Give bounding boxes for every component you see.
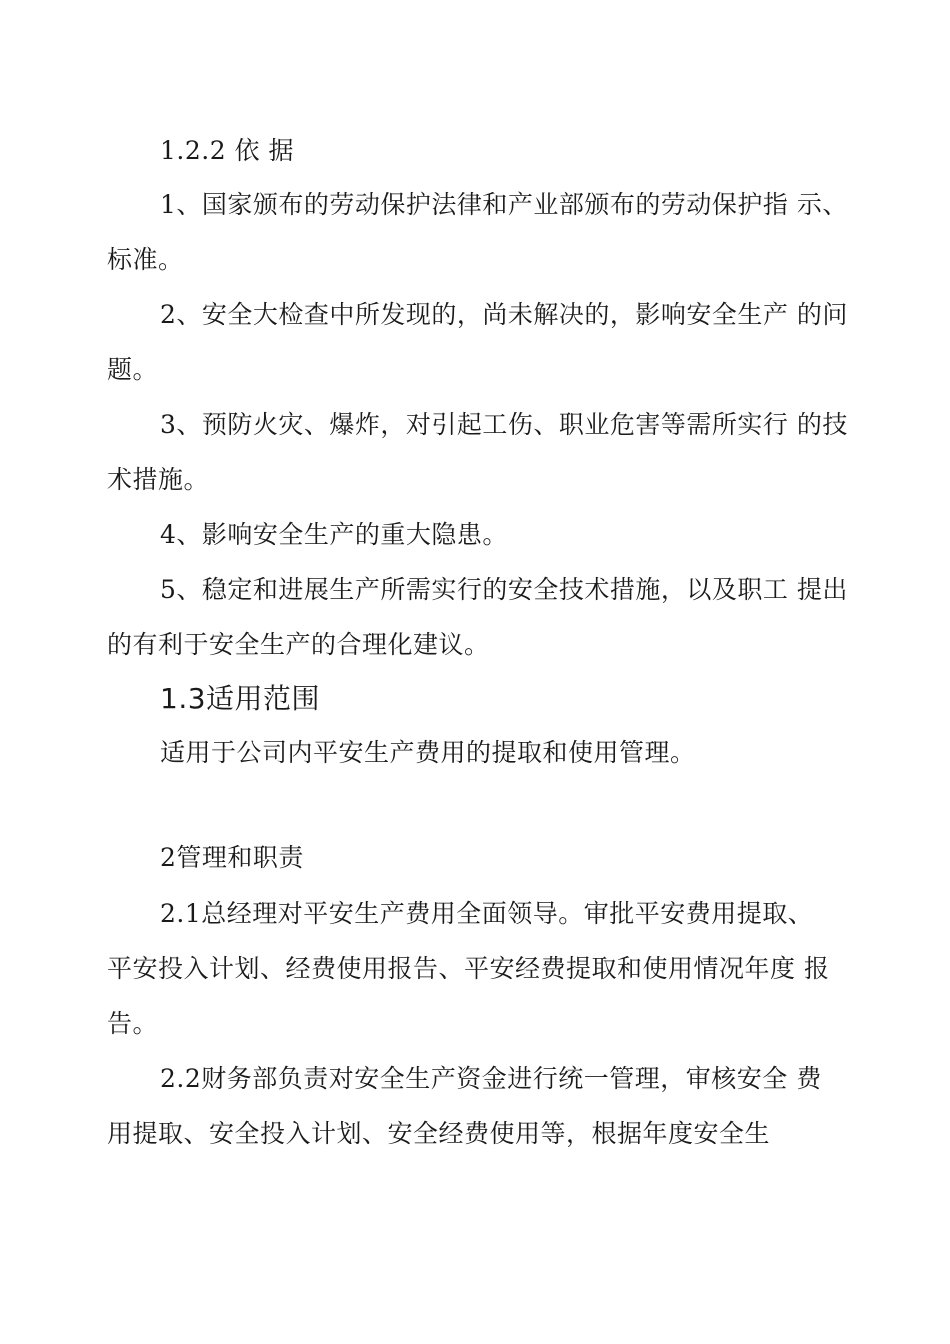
paragraph-2-line-1: 2、安全大检查中所发现的，尚未解决的，影响安全生产 的问 (160, 300, 848, 329)
paragraph-1-line-2: 标准。 (107, 245, 184, 274)
paragraph-1-line-1: 1、国家颁布的劳动保护法律和产业部颁布的劳动保护指 示、 (160, 190, 848, 219)
paragraph-5-line-1: 5、稳定和进展生产所需实行的安全技术措施，以及职工 提出 (160, 575, 848, 604)
paragraph-2-1-line-1: 2.1总经理对平安生产费用全面领导。审批平安费用提取、 (160, 899, 814, 928)
paragraph-3-line-2: 术措施。 (107, 465, 210, 494)
paragraph-3-line-1: 3、预防火灾、爆炸，对引起工伤、职业危害等需所实行 的技 (160, 410, 848, 439)
paragraph-2-2-line-2: 用提取、安全投入计划、安全经费使用等，根据年度安全生 (107, 1119, 771, 1148)
paragraph-5-line-2: 的有利于安全生产的合理化建议。 (107, 630, 490, 659)
section-heading-1-2-2: 1.2.2 依 据 (160, 136, 295, 165)
paragraph-2-2-line-1: 2.2财务部负责对安全生产资金进行统一管理，审核安全 费 (160, 1064, 822, 1093)
paragraph-2-line-2: 题。 (107, 355, 159, 384)
paragraph-2-1-line-3: 告。 (107, 1009, 159, 1038)
paragraph-4: 4、影响安全生产的重大隐患。 (160, 520, 508, 549)
paragraph-2-1-line-2: 平安投入计划、经费使用报告、平安经费提取和使用情况年度 报 (107, 954, 830, 983)
section-heading-2: 2管理和职责 (160, 843, 304, 872)
paragraph-1-3: 适用于公司内平安生产费用的提取和使用管理。 (160, 738, 696, 767)
section-heading-1-3: 1.3适用范围 (160, 682, 321, 715)
